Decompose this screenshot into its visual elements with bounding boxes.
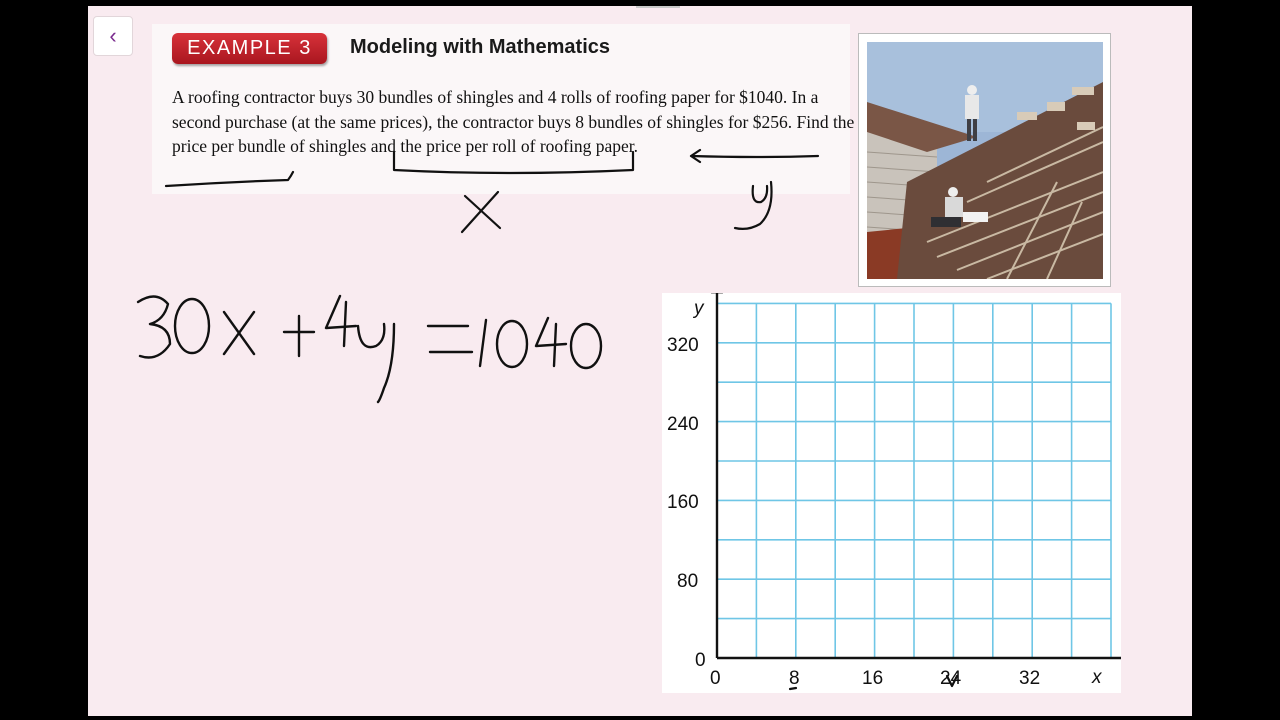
x-tick-0: 0 [710,668,721,689]
x-tick-24: 24 [940,668,962,689]
y-axis-label: y [694,298,704,319]
textbook-excerpt [152,24,855,194]
roof-image [867,42,1103,279]
chevron-left-icon: ‹ [109,23,117,48]
whiteboard-page [88,6,1192,716]
x-axis-label: x [1092,667,1102,688]
x-tick-8: 8 [789,668,800,689]
example-title: Modeling with Mathematics [350,36,611,58]
y-tick-160: 160 [667,492,699,513]
y-tick-0: 0 [695,650,706,671]
example-badge: EXAMPLE 3 [172,33,327,64]
handwritten-equation [138,296,601,402]
y-tick-240: 240 [667,414,699,435]
y-tick-320: 320 [667,335,699,356]
handwritten-x [462,192,500,232]
coordinate-grid[interactable] [662,293,1121,693]
y-tick-80: 80 [677,571,699,592]
x-tick-32: 32 [1019,668,1041,689]
back-button[interactable] [93,16,133,56]
coordinate-grid-panel [662,293,1121,693]
top-handle[interactable] [636,6,680,8]
roofers-photo [858,33,1111,287]
problem-text: A roofing contractor buys 30 bundles of shingles and 4 rolls of roofing paper for $1040. In a second purchase (at the same prices), the contractor buys 8 bundles of shingles for $256. Find the price per bundle of shingles and the price per roll of roofing paper. [172,87,855,156]
axes [717,293,1121,658]
x-tick-16: 16 [862,668,884,689]
